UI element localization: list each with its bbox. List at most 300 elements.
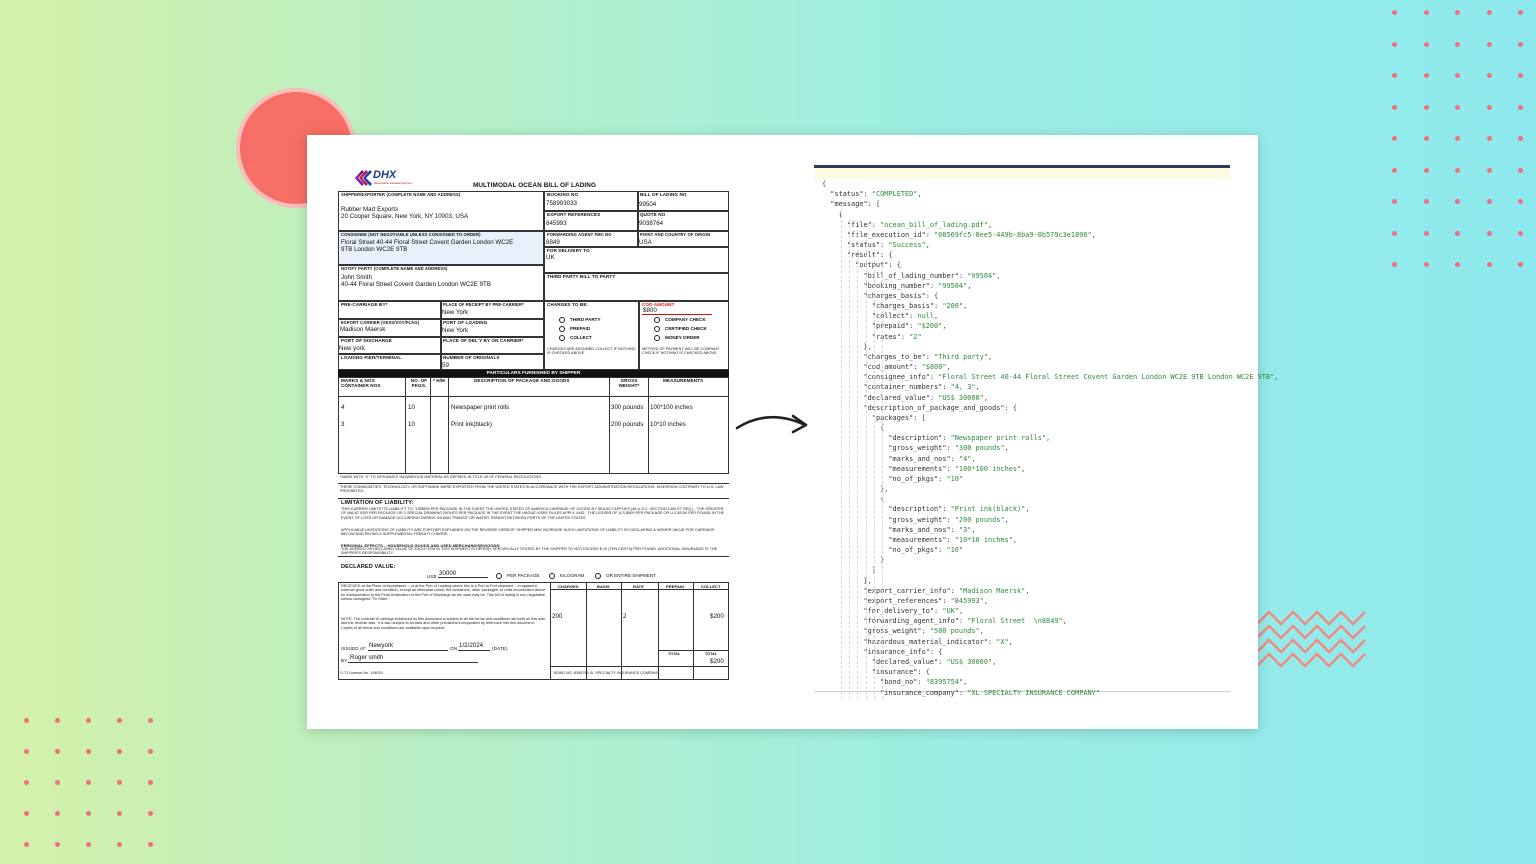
row-meas: 10*10 inches: [650, 421, 686, 428]
json-value: [: [921, 413, 926, 422]
json-line: [880, 677, 967, 687]
row-marks: 3: [341, 421, 345, 428]
zigzag-decoration: [1257, 602, 1369, 668]
decorative-dot: [148, 842, 153, 847]
decorative-dot: [1424, 136, 1429, 141]
logo-text: DHX: [373, 169, 397, 181]
decorative-dot: [1518, 262, 1523, 267]
json-key: "export_carrier_info":: [863, 586, 959, 595]
decorative-dot: [1518, 73, 1523, 78]
json-punct: ,: [1025, 586, 1030, 595]
indent-guide: [838, 210, 843, 699]
json-line: [872, 332, 922, 342]
json-value: "US$ 30000": [946, 657, 993, 666]
json-key: "packages":: [871, 413, 922, 422]
cod-label: COD AMOUNT: [642, 302, 675, 307]
json-punct: ,: [934, 312, 939, 321]
particulars-bar: PARTICULARS FURNISHED BY SHIPPER: [338, 370, 729, 377]
decorative-dot: [24, 749, 29, 754]
notify-address: 40-44 Floral Street Covent Garden London WC2E 9TB: [341, 281, 491, 288]
json-key: "rates":: [871, 332, 910, 341]
json-line: [864, 372, 1279, 382]
decorative-dot: [1424, 42, 1429, 47]
json-value: "200": [942, 302, 964, 311]
decorative-dot: [1424, 199, 1429, 204]
json-line: [855, 260, 901, 270]
json-value: {: [896, 261, 901, 270]
json-key: "declared_value":: [863, 393, 939, 402]
json-line: [847, 250, 893, 260]
applicable-text: APPLICABLE LIMITATIONS OF LIABILITY ARE FURTHER EXPLAINED ON THE REVERSE HEREOF. SHIPPER MAY INCREASE SUCH LIMITATIONS OF LIABILITY BY DECLARING A HIGHER VALUE FOR CARRIAGE BELOW AND PAYING A SUPPLEMENTAL FREIGHT CHARGE.: [341, 528, 715, 537]
json-value: null: [917, 312, 935, 321]
export-ref: 845993: [546, 220, 567, 227]
col-collect: COLLECT: [701, 584, 721, 589]
decorative-dot: [1455, 73, 1460, 78]
json-value: "2": [909, 332, 922, 341]
json-key: "declared_value":: [871, 657, 947, 666]
prepaid-radio[interactable]: PREPAID: [559, 326, 590, 332]
col-divider: [405, 377, 406, 474]
json-key: "status":: [846, 241, 889, 250]
decorative-dot: [148, 780, 153, 785]
bol-no-label: BILL OF LADING NO: [640, 192, 687, 197]
decorative-dot: [1424, 231, 1429, 236]
json-value: "4": [958, 454, 972, 463]
divider: [338, 498, 729, 499]
json-value: "10": [946, 546, 964, 555]
on-label: ON: [450, 646, 458, 651]
logo-tagline: Dependable Hawaiian Express: [374, 181, 413, 185]
decorative-dot: [1392, 168, 1397, 173]
decorative-dot: [1392, 199, 1397, 204]
col-divider: [430, 377, 431, 474]
json-punct: ,: [1046, 434, 1051, 443]
total-value: $200: [710, 658, 724, 665]
decorative-dot: [1487, 231, 1492, 236]
decorative-dot: [1487, 42, 1492, 47]
json-value: "COMPLETED": [871, 190, 918, 199]
row-marks: 4: [341, 404, 345, 411]
row-weight: 200 pounds: [611, 421, 644, 428]
json-value: "99504": [938, 281, 968, 290]
json-line: }: [880, 556, 885, 565]
origin: USA: [639, 239, 652, 246]
decorative-dot: [117, 842, 122, 847]
json-punct: ,: [1008, 637, 1013, 646]
certified-check-radio[interactable]: CERTIFIED CHECK: [654, 326, 707, 332]
decorative-dot: [55, 811, 60, 816]
originals: 59: [442, 362, 449, 369]
json-value: "Success": [888, 241, 926, 250]
indent-guide: [866, 240, 867, 699]
decorative-dot: [1518, 231, 1523, 236]
json-key: "charges_basis":: [863, 291, 935, 300]
json-key: "measurements":: [888, 535, 955, 544]
decorative-dot: [1518, 136, 1523, 141]
json-line: },: [863, 576, 872, 585]
row-pkgs: 10: [408, 404, 415, 411]
declared-value: 30000: [439, 570, 457, 577]
json-key: "for_delivery_to":: [863, 607, 943, 616]
json-value: "$800": [921, 363, 947, 372]
issued-on: 1/2/2024: [459, 642, 484, 649]
json-key: "description_of_package_and_goods":: [863, 403, 1013, 412]
json-key: "message":: [830, 200, 876, 209]
fwd-agent-no: 8849: [546, 239, 560, 246]
by-label: BY: [341, 658, 348, 663]
json-line: [864, 281, 972, 291]
json-line: },: [880, 485, 889, 494]
decorative-dot: [1392, 42, 1397, 47]
col-basis: BASIS: [597, 584, 610, 589]
booking-label: BOOKING NO: [547, 192, 579, 197]
json-line: [830, 189, 921, 199]
receipt-label: PLACE OF RECEIPT BY PRE-CARRIER*: [443, 302, 524, 307]
row-pkgs: 10: [408, 421, 415, 428]
decorative-dot: [1518, 199, 1523, 204]
json-key: "export_references":: [863, 596, 951, 605]
json-key: "hazardous_material_indicator":: [863, 637, 997, 646]
issued-by: Roger smith: [350, 654, 384, 661]
json-key: "insurance_info":: [863, 647, 939, 656]
json-key: "bill_of_lading_number":: [863, 271, 968, 280]
json-line: [888, 504, 1029, 514]
json-key: "marks_and_nos":: [888, 454, 959, 463]
json-line: [872, 657, 996, 667]
json-line: [864, 606, 964, 616]
json-line: ]: [871, 566, 876, 575]
json-punct: ,: [992, 657, 997, 666]
bond: BOND NO. 8395754 XL SPECIALTY INSURANCE COMPANY: [554, 671, 660, 675]
decorative-dot: [24, 718, 29, 723]
delivery-place-label: PLACE OF DEL'Y BY ON CARRIER*: [443, 338, 524, 343]
json-line: [888, 525, 975, 535]
json-key: "measurements":: [888, 464, 955, 473]
total-divider: [658, 650, 729, 651]
json-line: {: [880, 424, 885, 433]
json-value: "10*10 inches": [954, 535, 1013, 544]
arrow-right-icon: [733, 404, 811, 434]
issued-at-underline: [368, 650, 448, 651]
decorative-dot: [1518, 42, 1523, 47]
delivery: UK: [546, 254, 555, 261]
shipper-name: Rubber Mart Exports: [341, 206, 399, 213]
consignee-label: CONSIGNEE (NOT NEGOTIABLE UNLESS CONSIGNED TO ORDER): [341, 232, 481, 237]
booking-no: 758993033: [546, 200, 577, 207]
kilogram-radio[interactable]: KILOGRAM: [549, 573, 584, 579]
json-line: [864, 382, 980, 392]
col-weight: GROSS WEIGHT*: [618, 378, 640, 388]
json-key: "gross_weight":: [888, 515, 955, 524]
decorative-dot: [55, 842, 60, 847]
decorative-dot: [148, 718, 153, 723]
consignee-line2: 9TB London WC2E 9TB: [341, 246, 408, 253]
json-line: [864, 647, 943, 657]
json-key: "charges_basis":: [871, 302, 943, 311]
export-note: THESE COMMODITIES, TECHNOLOGY, OR SOFTWARE WERE EXPORTED FROM THE UNITED STATES IN ACCORDANCE WITH THE EXPORT ADMINISTRATION REGULATIONS. DIVERSION CONTRARY TO U.S. LAW PROHIBITED.: [340, 485, 724, 494]
row-meas: 100*100 inches: [650, 404, 693, 411]
decorative-dot: [1455, 42, 1460, 47]
json-punct: ,: [967, 281, 972, 290]
loading: New York: [442, 327, 469, 334]
json-key: "gross_weight":: [888, 444, 955, 453]
json-value: {: [925, 668, 930, 677]
decorative-dot: [86, 749, 91, 754]
json-key: "charges_to_be":: [863, 352, 935, 361]
decorative-dot: [1487, 262, 1492, 267]
decorative-dot: [1424, 73, 1429, 78]
declared-label: DECLARED VALUE:: [341, 564, 396, 570]
json-line: [888, 474, 963, 484]
json-key: "file_execution_id":: [846, 230, 935, 239]
json-value: {: [888, 251, 893, 260]
col-hm: * H/M: [433, 378, 445, 383]
col-marks: MARKS & NOS CONTAINER NOS: [341, 378, 381, 388]
json-punct: ,: [983, 393, 988, 402]
decorative-dot: [1455, 262, 1460, 267]
json-value: "X": [996, 637, 1009, 646]
total-label-collect: TOTAL: [705, 652, 718, 656]
indent-guide: [871, 250, 876, 699]
third-party-radio[interactable]: THIRD PARTY: [559, 317, 601, 323]
precarriage-label: PRE-CARRIAGE BY*: [341, 302, 388, 307]
company-check-radio[interactable]: COMPANY CHECK: [654, 317, 706, 323]
decorative-dot: [24, 811, 29, 816]
decorative-dot: [1487, 136, 1492, 141]
declared-underline: [438, 577, 488, 578]
shipper-address: 20 Cooper Square, New York, NY 10003, USA: [341, 213, 469, 220]
json-value: "XL SPECIALTY INSURANCE COMPANY": [967, 688, 1100, 697]
json-punct: ,: [979, 627, 984, 636]
json-punct: ,: [971, 454, 976, 463]
decorative-dot: [1392, 231, 1397, 236]
json-key: "result":: [846, 251, 889, 260]
json-line: [872, 413, 926, 423]
json-key: "cod_amount":: [863, 363, 922, 372]
third-party-label: THIRD PARTY BILL TO PARTY: [547, 274, 616, 279]
json-key: "no_of_pkgs":: [888, 546, 947, 555]
cod-value: $800: [643, 307, 657, 314]
charges-note: CHARGES ARE ASSUMED COLLECT IF NOTHING IS CHECKED ABOVE.: [547, 347, 636, 356]
decorative-dot: [1424, 105, 1429, 110]
decorative-dot: [55, 718, 60, 723]
json-line: [864, 616, 1067, 626]
delivery-label: FOR DELIVERY TO: [547, 248, 590, 253]
received-text: RECEIVED at the Place of Acceptance – or at the Port of Loading where this is a Port to Port shipment – in apparent, external good order and condition, except as otherwise noted, the containers, other packages, or units enumerated above for transportation to the Final Destination or the Port of Discharge as the case may be. This bill of lading is non-negotiable unless consigned "To Order".: [341, 584, 546, 602]
json-punct: ,: [987, 352, 993, 361]
loading-label: PORT OF LOADING: [443, 320, 488, 325]
per-package-radio[interactable]: PER PACKAGE: [496, 573, 540, 579]
json-key: "container_numbers":: [863, 383, 951, 392]
json-punct: ,: [1091, 230, 1096, 239]
col-prepaid: PREPAID: [666, 584, 685, 589]
personal-title: PERSONAL EFFECTS – HOUSEHOLD GOODS AND USED MERCHANDISE/GOODS:: [341, 543, 501, 548]
decorative-dot: [86, 780, 91, 785]
decorative-dot: [1487, 199, 1492, 204]
json-key: "gross_weight":: [863, 627, 930, 636]
payment-note: METHOD OF PAYMENT WILL BE COMPANY CHECK IF NOTHING IS CHECKED ABOVE.: [642, 347, 720, 356]
json-punct: ,: [963, 302, 968, 311]
decorative-dot: [117, 718, 122, 723]
col-charges: CHARGES: [558, 584, 579, 589]
quote-no: 9038764: [639, 220, 664, 227]
json-punct: ,: [963, 678, 968, 687]
json-value: "3": [958, 525, 972, 534]
decorative-dot: [86, 811, 91, 816]
json-value: {: [938, 647, 943, 656]
decorative-dot: [1392, 73, 1397, 78]
decorative-dot: [1455, 10, 1460, 15]
decorative-dot: [1392, 10, 1397, 15]
decorative-dot: [1518, 10, 1523, 15]
issued-on-underline: [458, 650, 490, 651]
decorative-dot: [1455, 199, 1460, 204]
json-punct: ,: [1004, 444, 1009, 453]
indent-guide: [857, 230, 858, 699]
total-label-prepaid: TOTAL: [668, 652, 681, 656]
json-line: [888, 515, 1008, 525]
json-line: [872, 667, 930, 677]
json-line: [864, 586, 1030, 596]
json-line: },: [863, 342, 872, 351]
cod-underline: [642, 314, 712, 315]
collect-value: $200: [710, 613, 724, 620]
json-line: [864, 403, 1018, 413]
decorative-dot: [117, 811, 122, 816]
liability-text: THIS CARRIER LIMITS ITS LIABILITY TO: "US$500 PER PACKAGE IN THE EVENT THE UNITED STATES OF AMERICA CARRIAGE OF GOODS BY SEA ACT APPLIES (46 U.S.C. SECTION 1300 ET SEQ.) - THE GREATER OF 666.67 SDR PER PACKAGE OR 2 SPECIAL DRAWING RIGHTS PER PACKAGE IN THE EVENT THE HAGUE-VISBY RULES APPLY; AND - THE LESSER OF U.S.$500 PER PACKAGE OR U.S.$0.50 PER POUND IN THE EVENT OF LOSS OR DAMAGE OCCURRING DURING INLAND TRANSIT OR WATER TRANSIT BETWEEN PORTS OF THE UNITED STATES.: [341, 507, 725, 520]
json-key: "consignee_info":: [863, 373, 939, 382]
json-punct: ,: [1004, 515, 1009, 524]
decorative-dot: [1392, 136, 1397, 141]
decorative-dot: [55, 780, 60, 785]
decorative-dot: [148, 749, 153, 754]
json-value: {: [934, 291, 939, 300]
json-line: [864, 637, 1013, 647]
json-punct: ,: [1274, 373, 1279, 382]
json-punct: ,: [1062, 617, 1067, 626]
json-value: "Floral Street 40-44 Floral Street Covent Garden London WC2E 9TB London WC2E 9TB": [938, 373, 1275, 382]
json-line: [830, 199, 880, 209]
entire-shipment-radio[interactable]: OR ENTIRE SHIPMENT: [595, 573, 656, 579]
notify-name: John Smith: [341, 274, 372, 281]
json-key: "bond_no":: [880, 678, 926, 687]
json-value: [: [875, 200, 881, 209]
decorative-dot: [1487, 105, 1492, 110]
json-key: "forwarding_agent_info":: [863, 617, 968, 626]
json-punct: ,: [958, 607, 964, 616]
json-value: "100*100 inches": [954, 464, 1022, 473]
bol-no: 99504: [639, 201, 657, 208]
json-value: "Third party": [934, 352, 988, 361]
json-value: "Print ink(black)": [950, 505, 1026, 514]
json-punct: ,: [975, 383, 980, 392]
json-value: "Madison Maersk": [958, 586, 1026, 595]
decorative-dot: [55, 749, 60, 754]
decorative-dot: [1455, 231, 1460, 236]
col-no-pkgs: NO. OF PKGS.: [410, 378, 428, 388]
json-line: [847, 240, 930, 250]
json-line: [872, 301, 967, 311]
json-line: {: [822, 180, 827, 188]
json-value: "08569fc5-0ee5-449b-8ba9-0b579c3e1896": [934, 230, 1092, 239]
receipt: New York: [442, 309, 469, 316]
decorative-dot: [1487, 10, 1492, 15]
col-meas: MEASUREMENTS: [663, 378, 704, 383]
json-punct: ,: [917, 190, 922, 199]
rate-value: 2: [623, 613, 627, 620]
originals-label: NUMBER OF ORIGINALS: [443, 355, 500, 360]
json-line: [847, 230, 1096, 240]
bill-of-lading-document: [338, 165, 729, 685]
json-value: "845993": [950, 596, 984, 605]
decorative-dot: [1424, 262, 1429, 267]
issued-by-underline: [348, 662, 478, 663]
json-line: [888, 454, 975, 464]
json-punct: ,: [942, 322, 947, 331]
decorative-dot: [1487, 73, 1492, 78]
decorative-dot: [117, 780, 122, 785]
json-value: "ocean_bill_of_lading.pdf": [880, 220, 988, 229]
json-value: "4, 3": [950, 383, 976, 392]
json-line: [888, 433, 1050, 443]
document-title: MULTIMODAL OCEAN BILL OF LADING: [473, 182, 597, 189]
pier-label: LOADING PIER/TERMINAL: [341, 355, 402, 360]
json-value: "Floral Street \n8849": [967, 617, 1063, 626]
quote-label: QUOTE NO: [640, 212, 666, 217]
money-order-radio[interactable]: MONEY ORDER: [654, 335, 700, 341]
consignee-line1: Floral Street 40-44 Floral Street Covent Garden London WC2E: [341, 239, 514, 246]
json-value: "US$ 30000": [938, 393, 984, 402]
note-text: NOTE: The contract of carriage evidenced by this document is subject to all the terms and conditions set forth on this side and the reverse side. It is also subject to all laws and other provisions incorporated by reference into this document. Copies of all terms and conditions are available upon request.: [341, 617, 546, 630]
carrier-label: EXPORT CARRIER (VESS/VOY/FLAG): [341, 320, 420, 325]
json-value: "$200": [917, 322, 943, 331]
shipper-label: SHIPPER/EXPORTER (COMPLETE NAME AND ADDRESS): [341, 192, 461, 197]
json-value: "200 pounds": [954, 515, 1005, 524]
personal-text: THE AGREED OR DECLARED VALUE OF EACH ITEM IN THIS SHIPMENT IS HEREBY SPECIFICALLY STATED BY THE SHIPPER TO NOT EXCEED $.10 (TEN CENTS) PER POUND. ADDITIONAL INSURANCE IS THE SHIPPER'S RESPONSIBILITY.: [341, 547, 718, 556]
decorative-dot: [1518, 105, 1523, 110]
origin-label: POINT AND COUNTRY OF ORIGIN: [640, 232, 711, 237]
decorative-dot: [86, 842, 91, 847]
row-weight: 300 pounds: [611, 404, 644, 411]
collect-radio[interactable]: COLLECT: [559, 335, 592, 341]
discharge: New york: [339, 345, 365, 352]
decorative-dot: [24, 842, 29, 847]
col-divider: [448, 377, 449, 474]
json-key: "status":: [830, 190, 872, 199]
issued-label: ISSUED AT: [341, 646, 366, 651]
json-punct: ,: [1012, 535, 1018, 544]
row-desc: Newspaper print rolls: [451, 404, 510, 411]
json-line: [888, 535, 1017, 545]
json-key: "insurance_company":: [880, 688, 968, 697]
decorative-dot: [1455, 136, 1460, 141]
json-value: "Newspaper print rolls": [950, 434, 1047, 443]
json-output-panel[interactable]: [814, 165, 1279, 697]
decorative-dot: [1424, 168, 1429, 173]
json-key: "collect":: [871, 312, 918, 321]
decorative-dot: [1424, 10, 1429, 15]
json-key: "prepaid":: [871, 322, 918, 331]
json-punct: ,: [1025, 505, 1030, 514]
divider: [338, 556, 729, 557]
col-divider: [609, 377, 610, 474]
json-line: {: [880, 495, 885, 504]
decorative-dot: [1518, 168, 1523, 173]
indent-guide: [882, 260, 883, 699]
json-value: "8395754": [925, 678, 964, 687]
json-line: [864, 362, 951, 372]
indent-guide: [849, 220, 850, 699]
